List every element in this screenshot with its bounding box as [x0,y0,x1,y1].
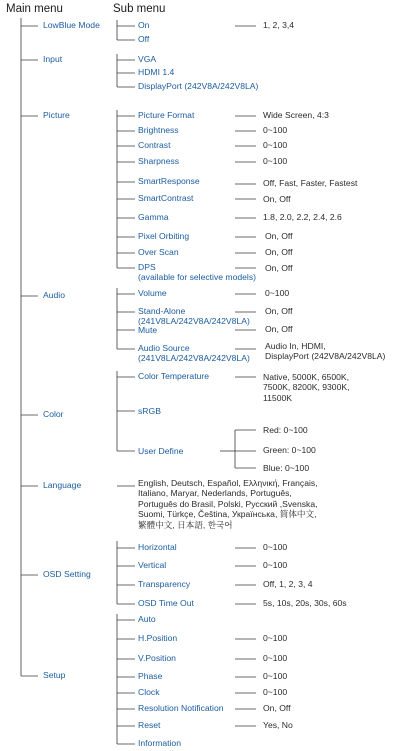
sub-smartresponse: SmartResponse [138,176,200,186]
sub-lowblue-off: Off [138,34,150,44]
sub-menu-header: Sub menu [113,3,166,15]
val-lowblue-on: 1, 2, 3,4 [263,20,295,30]
val-blue: Blue: 0~100 [263,463,310,473]
sub-lowblue-on: On [138,20,150,30]
sub-auto: Auto [138,614,156,624]
sub-gamma: Gamma [138,212,169,222]
main-color: Color [43,409,64,419]
sub-srgb: sRGB [138,406,161,416]
val-red: Red: 0~100 [263,425,308,435]
val-brightness: 0~100 [263,125,288,135]
sub-standalone-models: (241V8LA/242V8A/242V8LA) [138,315,250,326]
val-language-list [138,478,318,530]
sub-h-position: H.Position [138,633,178,643]
main-menu-header: Main menu [6,3,63,15]
sub-reset: Reset [138,720,161,730]
sub-audio-source-label: Audio Source [138,343,190,353]
lang-line4: Suomi, Türkçe, Čeština, Українська, 简体中文, [138,509,317,520]
val-color-temp-line3: 11500K [263,392,292,403]
val-resolution-notification: On, Off [263,703,291,713]
sub-phase: Phase [138,671,163,681]
sub-input-vga: VGA [138,54,157,64]
sub-pixel-orbiting: Pixel Orbiting [138,231,190,241]
sub-dps [138,263,256,283]
main-language: Language [43,480,82,490]
sub-dps-note: (available for selective models) [138,271,256,282]
sub-standalone-label: Stand-Alone [138,306,186,316]
main-osd-setting: OSD Setting [43,569,91,579]
sub-transparency: Transparency [138,579,191,589]
lang-line5: 繁體中文, 日本語, 한국어 [138,519,233,530]
sub-information: Information [138,738,181,748]
sub-user-define: User Define [138,446,184,456]
val-horizontal: 0~100 [263,542,288,552]
sub-picture-format: Picture Format [138,110,195,120]
val-transparency: Off, 1, 2, 3, 4 [263,579,313,589]
sub-horizontal: Horizontal [138,542,177,552]
main-setup: Setup [43,670,66,680]
sub-input-displayport: DisplayPort (242V8A/242V8LA) [138,81,259,91]
val-phase: 0~100 [263,671,288,681]
val-pixel-orbiting: On, Off [265,231,293,241]
val-v-position: 0~100 [263,653,288,663]
sub-mute: Mute [138,325,158,335]
val-green: Green: 0~100 [263,445,316,455]
val-audio-source-line2: DisplayPort (242V8A/242V8LA) [265,351,386,362]
sub-v-position: V.Position [138,653,176,663]
sub-contrast: Contrast [138,140,171,150]
val-standalone: On, Off [265,306,293,316]
val-color-temperature [263,372,350,403]
val-reset: Yes, No [263,720,293,730]
val-sharpness: 0~100 [263,156,288,166]
sub-color-temperature: Color Temperature [138,371,210,381]
val-volume: 0~100 [265,288,290,298]
val-audio-source [265,341,385,362]
sub-audio-source-models: (241V8LA/242V8A/242V8LA) [138,352,250,363]
sub-volume: Volume [138,288,167,298]
sub-clock: Clock [138,687,160,697]
main-audio: Audio [43,290,65,300]
sub-input-hdmi: HDMI 1.4 [138,67,175,77]
val-clock: 0~100 [263,687,288,697]
sub-standalone [138,307,250,327]
val-osd-timeout: 5s, 10s, 20s, 30s, 60s [263,598,347,608]
val-picture-format: Wide Screen, 4:3 [263,110,329,120]
val-color-temp-line1: Native, 5000K, 6500K, [263,372,349,382]
sub-vertical: Vertical [138,560,167,570]
val-smartresponse: Off, Fast, Faster, Fastest [263,178,358,188]
val-contrast: 0~100 [263,140,288,150]
val-smartcontrast: On, Off [263,194,291,204]
main-lowblue: LowBlue Mode [43,20,100,30]
lang-line2: Italiano, Maryar, Nederlands, Português, [138,488,292,499]
val-color-temp-line2: 7500K, 8200K, 9300K, [263,382,350,393]
main-picture: Picture [43,110,70,120]
sub-resolution-notification: Resolution Notification [138,703,224,713]
val-over-scan: On, Off [265,247,293,257]
sub-brightness: Brightness [138,125,179,135]
val-h-position: 0~100 [263,633,288,643]
sub-audio-source [138,344,250,364]
val-audio-source-line1: Audio In, HDMI, [265,341,326,351]
val-dps: On, Off [265,263,293,273]
sub-osd-timeout: OSD Time Out [138,598,194,608]
val-vertical: 0~100 [263,560,288,570]
sub-smartcontrast: SmartContrast [138,193,194,203]
sub-dps-label: DPS [138,262,156,272]
lang-line3: Português do Brasil, Polski, Русский ,Svenska, [138,498,318,509]
sub-over-scan: Over Scan [138,247,179,257]
val-mute: On, Off [265,324,293,334]
main-input: Input [43,54,63,64]
sub-sharpness: Sharpness [138,156,180,166]
val-gamma: 1.8, 2.0, 2.2, 2.4, 2.6 [263,212,342,222]
lang-line1: English, Deutsch, Español, Ελληνική, Français, [138,478,318,488]
